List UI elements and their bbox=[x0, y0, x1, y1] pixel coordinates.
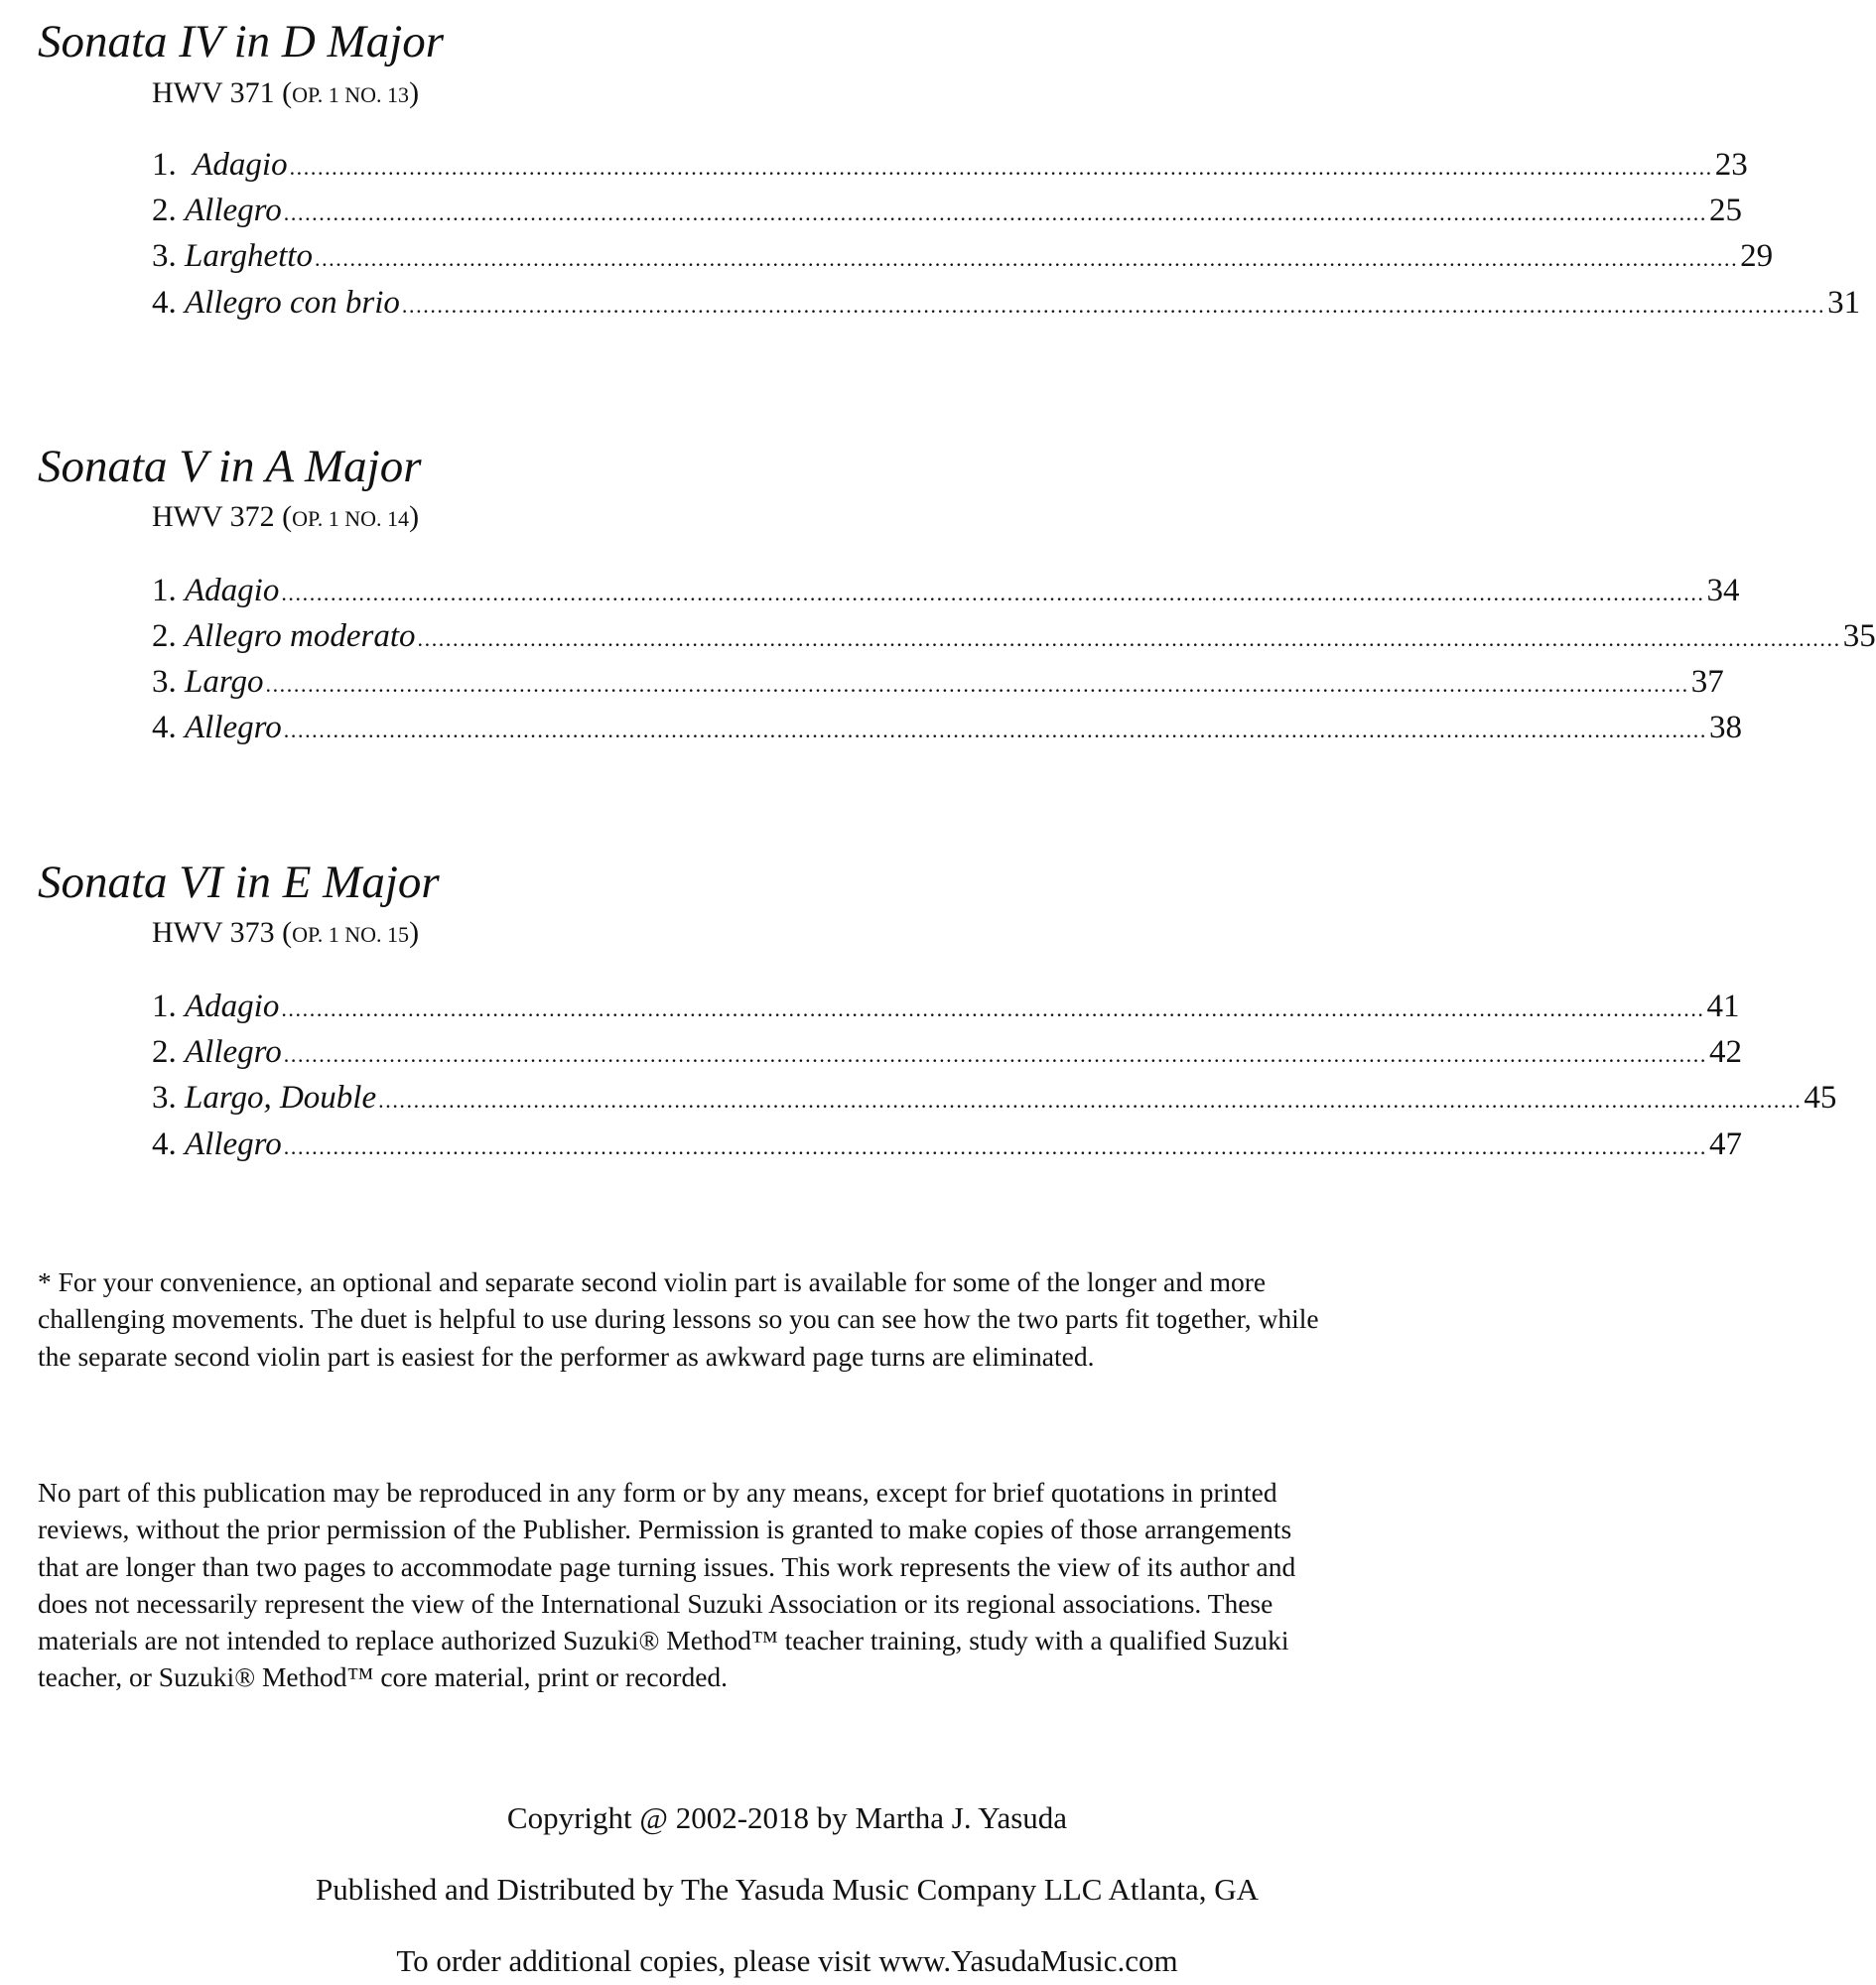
page-number: 35 bbox=[1842, 618, 1876, 654]
paren: ) bbox=[409, 76, 420, 109]
page-number: 37 bbox=[1690, 664, 1724, 700]
dot-leader: .......................................................................................................................................................................................................... bbox=[281, 996, 1705, 1021]
opus-label: OP. 1 NO. 14 bbox=[292, 506, 410, 531]
movement-number: 1. bbox=[152, 573, 185, 608]
movement-name: Adagio bbox=[193, 147, 288, 183]
toc-entry[interactable] bbox=[152, 708, 1742, 747]
catalog-number bbox=[152, 915, 419, 953]
dot-leader: .......................................................................................................................................................................................................... bbox=[289, 155, 1713, 180]
movement-name: Largo bbox=[185, 664, 264, 700]
catalog-number bbox=[152, 499, 419, 537]
copyright-line: Copyright @ 2002-2018 by Martha J. Yasuda bbox=[506, 1800, 1068, 1835]
paren: ) bbox=[409, 916, 420, 949]
movement-number: 4. bbox=[152, 1126, 185, 1162]
legal-line: reviews, without the prior permission of the Publisher. Permission is granted to make copies of those arrangements bbox=[38, 1514, 1292, 1545]
page-number: 23 bbox=[1714, 147, 1748, 183]
page-number: 31 bbox=[1827, 285, 1861, 321]
dot-leader: .......................................................................................................................................................................................................... bbox=[417, 626, 1841, 651]
dot-leader: .......................................................................................................................................................................................................... bbox=[378, 1088, 1803, 1113]
movement-number: 2. bbox=[152, 618, 185, 654]
hwv-label: HWV 372 ( bbox=[152, 500, 293, 533]
sonata-title: Sonata V in A Major bbox=[38, 441, 422, 492]
opus-label: OP. 1 NO. 13 bbox=[292, 82, 410, 107]
toc-entry[interactable] bbox=[152, 145, 1748, 185]
movement-name: Allegro con brio bbox=[185, 285, 400, 321]
movement-number: 3. bbox=[152, 664, 185, 700]
legal-line: does not necessarily represent the view of the International Suzuki Association or its regional associations. These bbox=[38, 1587, 1273, 1619]
movement-number: 1. bbox=[152, 989, 185, 1024]
movement-name: Allegro bbox=[185, 1126, 282, 1162]
page-number: 34 bbox=[1706, 573, 1740, 608]
movement-name: Larghetto bbox=[185, 238, 313, 274]
dot-leader: .......................................................................................................................................................................................................... bbox=[283, 1134, 1707, 1159]
footnote-line: * For your convenience, an optional and separate second violin part is available for some of the longer and more bbox=[38, 1266, 1267, 1297]
movement-number: 4. bbox=[152, 285, 185, 321]
movement-number: 1. bbox=[152, 147, 194, 183]
page-number: 47 bbox=[1708, 1126, 1742, 1162]
page-number: 25 bbox=[1708, 193, 1742, 228]
dot-leader: .......................................................................................................................................................................................................... bbox=[265, 672, 1689, 697]
sonata-title: Sonata IV in D Major bbox=[38, 16, 445, 67]
page-number: 38 bbox=[1708, 710, 1742, 745]
page-number: 42 bbox=[1708, 1034, 1742, 1070]
footnote bbox=[38, 1263, 1537, 1375]
toc-entry[interactable] bbox=[152, 236, 1774, 276]
dot-leader: .......................................................................................................................................................................................................... bbox=[283, 718, 1707, 742]
paren: ) bbox=[409, 500, 420, 533]
movement-name: Largo, Double bbox=[185, 1080, 377, 1116]
legal-line: that are longer than two pages to accommodate page turning issues. This work represents the view of its author and bbox=[38, 1550, 1296, 1582]
legal-line: No part of this publication may be reproduced in any form or by any means, except for brief quotations in printed bbox=[38, 1477, 1277, 1508]
toc-entry[interactable] bbox=[152, 571, 1740, 610]
toc-entry[interactable] bbox=[152, 1125, 1742, 1164]
movement-name: Adagio bbox=[185, 989, 280, 1024]
toc-entry[interactable] bbox=[152, 662, 1724, 702]
dot-leader: .......................................................................................................................................................................................................... bbox=[401, 293, 1826, 318]
movement-name: Allegro bbox=[185, 710, 282, 745]
movement-number: 2. bbox=[152, 1034, 185, 1070]
toc-entry[interactable] bbox=[152, 283, 1861, 323]
movement-number: 3. bbox=[152, 238, 185, 274]
dot-leader: .......................................................................................................................................................................................................... bbox=[314, 246, 1739, 271]
movement-name: Allegro bbox=[185, 1034, 282, 1070]
movement-name: Allegro moderato bbox=[185, 618, 416, 654]
page-number: 29 bbox=[1740, 238, 1774, 274]
toc-entry[interactable] bbox=[152, 191, 1742, 230]
movement-number: 2. bbox=[152, 193, 185, 228]
movement-number: 4. bbox=[152, 710, 185, 745]
movement-name: Adagio bbox=[185, 573, 280, 608]
opus-label: OP. 1 NO. 15 bbox=[292, 922, 410, 947]
footnote-line: challenging movements. The duet is helpful to use during lessons so you can see how the two parts fit together, while bbox=[38, 1303, 1319, 1335]
publisher-line: Published and Distributed by The Yasuda Music Company LLC Atlanta, GA bbox=[315, 1872, 1260, 1907]
toc-entry[interactable] bbox=[152, 1032, 1742, 1072]
movement-name: Allegro bbox=[185, 193, 282, 228]
catalog-number bbox=[152, 75, 419, 113]
hwv-label: HWV 371 ( bbox=[152, 76, 293, 109]
legal-notice bbox=[38, 1474, 1537, 1696]
dot-leader: .......................................................................................................................................................................................................... bbox=[281, 581, 1705, 605]
page-number: 45 bbox=[1804, 1080, 1837, 1116]
legal-line: teacher, or Suzuki® Method™ core material, print or recorded. bbox=[38, 1661, 729, 1693]
movement-number: 3. bbox=[152, 1080, 185, 1116]
hwv-label: HWV 373 ( bbox=[152, 916, 293, 949]
dot-leader: .......................................................................................................................................................................................................... bbox=[283, 200, 1707, 225]
toc-entry[interactable] bbox=[152, 1078, 1837, 1118]
sonata-title: Sonata VI in E Major bbox=[38, 857, 440, 908]
toc-entry[interactable] bbox=[152, 987, 1740, 1026]
toc-entry[interactable] bbox=[152, 616, 1876, 656]
footnote-line: the separate second violin part is easiest for the performer as awkward page turns are eliminated. bbox=[38, 1340, 1095, 1372]
order-line: To order additional copies, please visit www.YasudaMusic.com bbox=[396, 1943, 1178, 1978]
legal-line: materials are not intended to replace authorized Suzuki® Method™ teacher training, study with a qualified Suzuki bbox=[38, 1625, 1289, 1656]
dot-leader: .......................................................................................................................................................................................................... bbox=[283, 1042, 1707, 1067]
page-number: 41 bbox=[1706, 989, 1740, 1024]
